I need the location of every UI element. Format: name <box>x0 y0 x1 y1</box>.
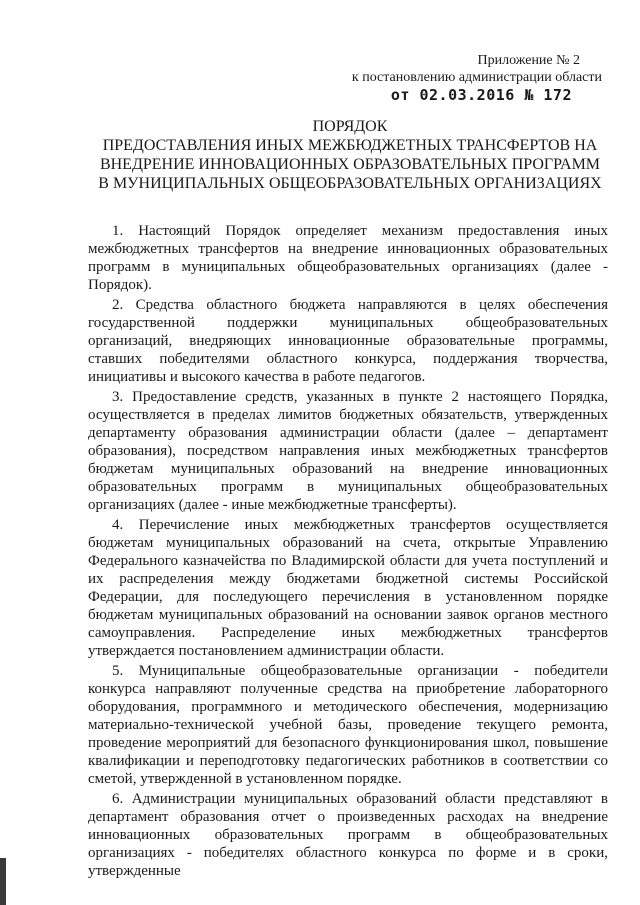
appendix-reference: к постановлению администрации области <box>351 70 602 85</box>
title-line-1: ПОРЯДОК <box>312 118 388 135</box>
title-line-2: ПРЕДОСТАВЛЕНИЯ ИНЫХ МЕЖБЮДЖЕТНЫХ ТРАНСФЕРТОВ НА <box>102 137 598 154</box>
appendix-header <box>352 52 602 104</box>
paragraph-6: 6. Администрации муниципальных образований области представляют в департамент образования отчет о произведенных расходах на внедрение инновационных образовательных программ в общеобразовательных организациях - победителях областного конкурса по форме и в сроки, утвержденные <box>88 791 608 879</box>
appendix-date-number: от 02.03.2016 № 172 <box>390 86 572 104</box>
scan-edge-shadow <box>0 858 6 905</box>
appendix-number: Приложение № 2 <box>477 53 580 68</box>
paragraph-3: 3. Предоставление средств, указанных в пункте 2 настоящего Порядка, осуществляется в пределах лимитов бюджетных обязательств, утвержденных департаменту образования администрации области (далее – департамент образования), посредством направления иных межбюджетных трансфертов бюджетам муниципальных образований на внедрение инновационных образовательных программ в муниципальных общеобразовательных организациях (далее - иные межбюджетные трансферты). <box>88 389 608 513</box>
title-line-4: В МУНИЦИПАЛЬНЫХ ОБЩЕОБРАЗОВАТЕЛЬНЫХ ОРГАНИЗАЦИЯХ <box>98 175 602 192</box>
paragraph-2: 2. Средства областного бюджета направляются в целях обеспечения государственной поддержки муниципальных общеобразовательных организаций, внедряющих инновационные образовательные программы, ставших победителями областного конкурса, поддержания творчества, инициативы и высокого качества в работе педагогов. <box>88 297 608 385</box>
paragraph-5: 5. Муниципальные общеобразовательные организации - победители конкурса направляют полученные средства на приобретение лабораторного оборудования, программного и методического обеспечения, модернизацию материально-технической учебной базы, проведение текущего ремонта, проведение мероприятий для безопасного функционирования школ, повышение квалификации и переподготовку педагогических работников в соответствии со сметой, утвержденной в установленном порядке. <box>88 663 608 787</box>
document-title <box>60 117 640 193</box>
paragraph-1: 1. Настоящий Порядок определяет механизм предоставления иных межбюджетных трансфертов на внедрение инновационных образовательных программ в муниципальных общеобразовательных организациях (далее - Порядок). <box>88 223 608 293</box>
title-line-3: ВНЕДРЕНИЕ ИННОВАЦИОННЫХ ОБРАЗОВАТЕЛЬНЫХ ПРОГРАММ <box>99 156 601 173</box>
document-body <box>88 222 608 882</box>
paragraph-4: 4. Перечисление иных межбюджетных трансфертов осуществляется бюджетам муниципальных образований на счета, открытые Управлению Федерального казначейства по Владимирской области для учета поступлений и их распределения между бюджетами бюджетной системы Российской Федерации, для последующего перечисления в установленном порядке бюджетам муниципальных образований на основании заявок органов местного самоуправления. Распределение иных межбюджетных трансфертов утверждается постановлением администрации области. <box>88 517 608 659</box>
